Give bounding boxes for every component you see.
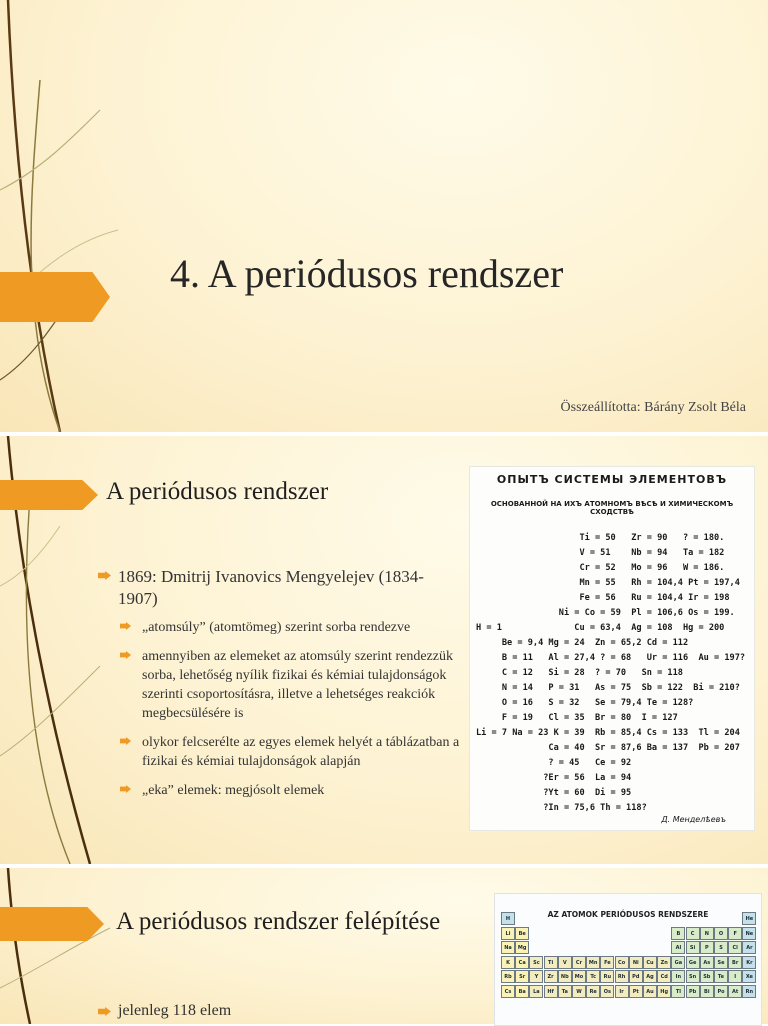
bullet-list [98, 1002, 231, 1020]
element-cell: Pt [629, 985, 643, 998]
table-row: Ni = Co = 59 Pl = 106,6 Os = 199. [476, 608, 735, 618]
element-cell: Sc [529, 956, 543, 969]
element-cell: Ti [544, 956, 558, 969]
arrow-bullet-icon [98, 571, 111, 580]
element-cell: Ir [615, 985, 629, 998]
title-slide [0, 0, 768, 432]
element-cell: Fe [600, 956, 614, 969]
element-cell: Cu [643, 956, 657, 969]
element-cell: Au [643, 985, 657, 998]
table-row: Mn = 55 Rh = 104,4 Pt = 197,4 [476, 578, 740, 588]
element-cell: Mg [515, 941, 529, 954]
element-cell: Te [714, 970, 728, 983]
table-row: Fe = 56 Ru = 104,4 Ir = 198 [476, 593, 730, 603]
title-arrow-marker [0, 272, 110, 322]
element-cell: Br [728, 956, 742, 969]
element-cell: Pd [629, 970, 643, 983]
element-cell: At [728, 985, 742, 998]
bullet-text: 1869: Dmitrij Ivanovics Mengyelejev (1834-1907) [118, 567, 424, 608]
table-row: Cr = 52 Mo = 96 W = 186. [476, 563, 725, 573]
element-cell: Sb [700, 970, 714, 983]
mendeleev-table-image [469, 466, 755, 831]
table-row: Be = 9,4 Mg = 24 Zn = 65,2 Cd = 112 [476, 638, 689, 648]
element-cell: Cl [728, 941, 742, 954]
list-item [118, 618, 472, 637]
list-item [118, 733, 472, 771]
element-cell: Ta [558, 985, 572, 998]
element-cell: Bi [700, 985, 714, 998]
element-cell: Xe [742, 970, 756, 983]
element-cell: Rb [501, 970, 515, 983]
sub-bullet-list [118, 618, 458, 800]
bullet-text: olykor felcserélte az egyes elemek helyét a táblázatban a fizikai és kémiai tulajdonságok alapján [142, 735, 460, 769]
table-row: C = 12 Si = 28 ? = 70 Sn = 118 [476, 668, 683, 678]
element-cell: Si [686, 941, 700, 954]
bullet-text: „atomsúly” (atomtömeg) szerint sorba rendezve [142, 620, 411, 635]
element-cell: Ag [643, 970, 657, 983]
element-cell: H [501, 912, 515, 925]
image-title: AZ ATOMOK PERIÓDUSOS RENDSZERE [547, 910, 709, 919]
element-cell: He [742, 912, 756, 925]
element-cell: O [714, 927, 728, 940]
element-cell: Ba [515, 985, 529, 998]
bullet-text: jelenleg 118 elem [118, 1002, 232, 1019]
element-cell: Ru [600, 970, 614, 983]
arrow-bullet-icon [98, 1007, 111, 1016]
arrow-bullet-icon [120, 785, 131, 793]
element-cell: Rh [615, 970, 629, 983]
element-cell: Ni [629, 956, 643, 969]
bullet-text: „eka” elemek: megjósolt elemek [142, 783, 325, 798]
list-item [98, 1002, 231, 1020]
element-cell: F [728, 927, 742, 940]
element-cell: Tc [586, 970, 600, 983]
element-cell: Sn [686, 970, 700, 983]
element-cell: As [700, 956, 714, 969]
element-cell: Li [501, 927, 515, 940]
image-subtitle: ОСНОВАННОЙ НА ИХЪ АТОМНОМЪ ВѢСѢ И ХИМИЧЕСКОМЪ СХОДСТВѢ [490, 500, 734, 516]
element-cell: Tl [671, 985, 685, 998]
element-cell: Se [714, 956, 728, 969]
table-row: ?Yt = 60 Di = 95 [476, 788, 632, 798]
element-cell: K [501, 956, 515, 969]
element-cell: Hf [544, 985, 558, 998]
slide-title: A periódusos rendszer [106, 478, 329, 505]
arrow-bullet-icon [120, 651, 131, 659]
element-cell: Pb [686, 985, 700, 998]
table-row: ?In = 75,6 Th = 118? [476, 803, 647, 813]
table-row: Ca = 40 Sr = 87,6 Ba = 137 Pb = 207 [476, 743, 740, 753]
title-arrow-marker [0, 480, 98, 510]
decorative-swooshes [0, 0, 120, 432]
bullet-list [98, 566, 458, 810]
element-cell: Hg [657, 985, 671, 998]
element-cell: Po [714, 985, 728, 998]
arrow-bullet-icon [120, 737, 131, 745]
element-cell: C [686, 927, 700, 940]
element-cell: La [529, 985, 543, 998]
slide-title: A periódusos rendszer felépítése [116, 908, 441, 935]
element-cell: S [714, 941, 728, 954]
author-line: Összeállította: Bárány Zsolt Béla [560, 400, 746, 415]
element-cell: Mn [586, 956, 600, 969]
table-row: Li = 7 Na = 23 K = 39 Rb = 85,4 Cs = 133 Tl = 204 [476, 728, 740, 738]
periodic-table-image [494, 893, 762, 1026]
element-cell: Ca [515, 956, 529, 969]
element-cell: I [728, 970, 742, 983]
arrow-bullet-icon [120, 622, 131, 630]
bullet-text: amennyiben az elemeket az atomsúly szerint rendezzük sorba, lehetőség nyílik fizikai és kémiai tulajdonságok szerinti csoportosításra, illetve a lehetséges reakciók megbecsülésére is [142, 649, 453, 721]
title-arrow-marker [0, 907, 104, 941]
element-cell: Os [600, 985, 614, 998]
element-cell: Zn [657, 956, 671, 969]
table-row: B = 11 Al = 27,4 ? = 68 Ur = 116 Au = 197? [476, 653, 746, 663]
element-cell: Rn [742, 985, 756, 998]
element-cell: Nb [558, 970, 572, 983]
element-cell: Ne [742, 927, 756, 940]
list-item [118, 781, 472, 800]
element-cell: P [700, 941, 714, 954]
signature: Д. Менделѣевъ [661, 815, 726, 824]
slide-title: 4. A periódusos rendszer [170, 251, 564, 296]
element-cell: Y [529, 970, 543, 983]
table-row: ? = 45 Ce = 92 [476, 758, 632, 768]
element-grid [476, 531, 745, 816]
element-cell: Ga [671, 956, 685, 969]
element-cell: B [671, 927, 685, 940]
list-item [98, 566, 458, 800]
list-item [118, 647, 472, 723]
element-cell: Ar [742, 941, 756, 954]
element-cell: Cs [501, 985, 515, 998]
element-cell: Zr [544, 970, 558, 983]
element-cell: In [671, 970, 685, 983]
element-cell: Mo [572, 970, 586, 983]
element-cell: Cd [657, 970, 671, 983]
element-cell: Al [671, 941, 685, 954]
element-cell: Sr [515, 970, 529, 983]
table-row: Ti = 50 Zr = 90 ? = 180. [476, 533, 725, 543]
element-cell: Re [586, 985, 600, 998]
element-cell: Co [615, 956, 629, 969]
element-cell: Be [515, 927, 529, 940]
table-row: F = 19 Cl = 35 Br = 80 I = 127 [476, 713, 678, 723]
decorative-swooshes [0, 868, 120, 1024]
table-row: O = 16 S = 32 Se = 79,4 Te = 128? [476, 698, 694, 708]
table-row: N = 14 P = 31 As = 75 Sb = 122 Bi = 210? [476, 683, 740, 693]
element-cell: N [700, 927, 714, 940]
element-cell: V [558, 956, 572, 969]
element-cell: Kr [742, 956, 756, 969]
element-cell: Ge [686, 956, 700, 969]
table-row: V = 51 Nb = 94 Ta = 182 [476, 548, 725, 558]
table-row: ?Er = 56 La = 94 [476, 773, 632, 783]
element-cell: W [572, 985, 586, 998]
element-cell: Na [501, 941, 515, 954]
image-title: ОПЫТЪ СИСТЕМЫ ЭЛЕМЕНТОВЪ [496, 473, 728, 486]
element-cell: Cr [572, 956, 586, 969]
table-row: H = 1 Cu = 63,4 Ag = 108 Hg = 200 [476, 623, 725, 633]
